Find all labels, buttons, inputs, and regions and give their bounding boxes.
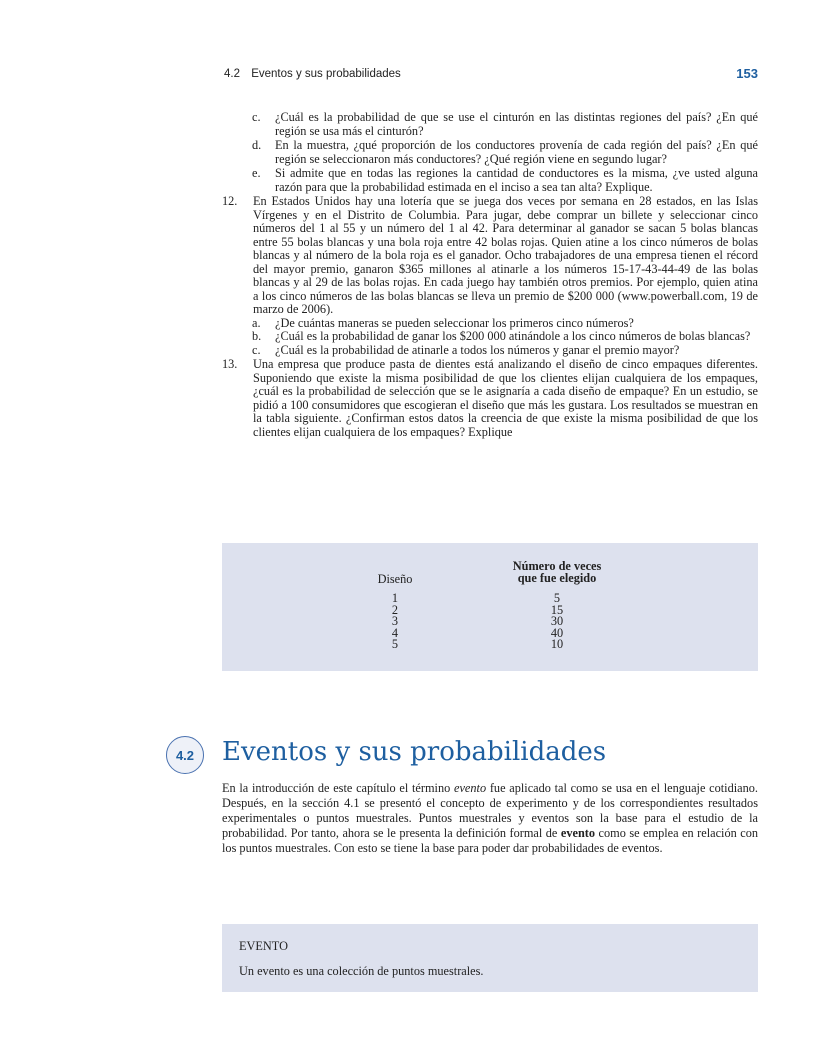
section-title: Eventos y sus probabilidades [222,737,607,767]
exercise-item-d [222,139,758,166]
item-label: c. [252,342,261,357]
exercise-12-a [222,317,758,331]
item-label: a. [252,315,261,330]
running-header [224,68,401,80]
table-cell-design: 3 [391,614,399,628]
exercise-text: Una empresa que produce pasta de dientes está analizando el diseño de cinco empaques diferentes. Suponiendo que existe la misma posibilidad de que los clientes elijan cualquiera de los empaques, ¿cuál es la probabilidad de selección que se le asignaría a cada diseño de empaque? En un estudio, se pidió a 100 consumidores que escogieran el diseño que más les gustara. Los resultados se muestran en la tabla siguiente. ¿Confirman estos datos la creencia de que existe la misma posibilidad de que los clientes elijan cualquiera de los empaques? Explique [253,357,758,439]
exercise-item-c [222,111,758,138]
definition-body: Un evento es una colección de puntos muestrales. [239,964,484,978]
exercise-12-c [222,344,758,358]
item-text: Si admite que en todas las regiones la cantidad de conductores es la misma, ¿ve usted alguna razón para que la probabilidad estimada en el inciso a sea tan alta? Explique. [275,166,758,194]
table-column-design [370,593,420,651]
table-header-count-line1: Número de veces [512,559,602,573]
table-cell-count: 15 [550,602,564,617]
definition-title: EVENTO [239,939,288,953]
paragraph-part: fue aplicado tal como se usa en el lenguaje cotidiano. Después, en la sección 4.1 se presentó el concepto de experimento y de los correspondientes resultados experimentales o puntos muestrales. Puntos muestrales y eventos son la base para el estudio de la probabilidad. Por tanto, ahora se le presenta la definición formal de [222,781,758,841]
header-section-title: Eventos y sus probabilidades [251,68,401,80]
item-text: ¿De cuántas maneras se pueden seleccionar los primeros cinco números? [275,315,634,330]
item-text: En la muestra, ¿qué proporción de los conductores provenía de cada región del país? ¿En qué región se seleccionaron más conductores? ¿Qué región viene en segundo lugar? [275,138,758,166]
paragraph-italic-term: evento [454,781,487,795]
item-text: ¿Cuál es la probabilidad de atinarle a todos los números y ganar el premio mayor? [275,342,680,357]
section-paragraph [222,781,758,856]
exercise-list [222,111,758,439]
item-label: c. [252,110,261,124]
exercise-12-b [222,330,758,344]
paragraph-part: como se emplea en relación con los puntos muestrales. Con esto se tiene la base para poder dar probabilidades de eventos. [222,826,758,856]
paragraph-bold-term: evento [560,826,596,841]
item-label: b. [252,329,262,343]
table-cell-design: 4 [391,625,399,640]
header-section-number: 4.2 [224,68,240,80]
table-cell-count: 5 [553,591,561,605]
table-header-design: Diseño [377,572,413,586]
exercise-item-e [222,167,758,194]
table-cell-design: 1 [391,591,399,605]
item-text: ¿Cuál es la probabilidad de que se use el cinturón en las distintas regiones del país? ¿En qué región se usa más el cinturón? [275,110,758,138]
table-cell-count: 10 [550,637,564,651]
item-label: e. [252,166,261,180]
exercise-13 [222,358,758,439]
section-badge: 4.2 [166,736,204,774]
design-table-box [222,543,758,671]
exercise-12 [222,195,758,317]
table-column-count [532,593,582,651]
definition-box [222,924,758,992]
table-cell-design: 2 [391,602,399,617]
table-header-count [492,561,622,584]
item-label: d. [252,138,262,152]
table-header-count-line2: que fue elegido [517,570,597,585]
exercise-number: 13. [222,357,238,371]
paragraph-part: En la introducción de este capítulo el término [222,781,454,795]
table-cell-design: 5 [391,637,399,651]
table-cell-count: 30 [550,614,564,628]
exercise-number: 12. [222,194,238,208]
table-cell-count: 40 [550,625,564,640]
page-number: 153 [736,66,758,81]
exercise-text: En Estados Unidos hay una lotería que se juega dos veces por semana en 28 estados, en las Islas Vírgenes y en el Distrito de Columbia. Para jugar, debe comprar un billete y seleccionar cinco números del 1 al 55 y un número del 1 al 42. Para determinar al ganador se sacan 5 bolas blancas entre 55 bolas blancas y una bola roja entre 42 bolas rojas. Quien atine a los cinco números de bolas blancas y al número de la bola roja es el ganador. Ocho trabajadores de una empresa tienen el récord del mayor premio, ganaron $365 millones al atinarle a los números 15-17-43-44-49 de las bolas blancas y al 29 de las bolas rojas. En cada juego hay también otros premios. Por ejemplo, quien atina a los cinco números de las bolas blancas se lleva un premio de $200 000 (www.powerball.com, 19 de marzo de 2006). [253,194,758,316]
item-text: ¿Cuál es la probabilidad de ganar los $200 000 atinándole a los cinco números de bolas blancas? [275,329,751,343]
